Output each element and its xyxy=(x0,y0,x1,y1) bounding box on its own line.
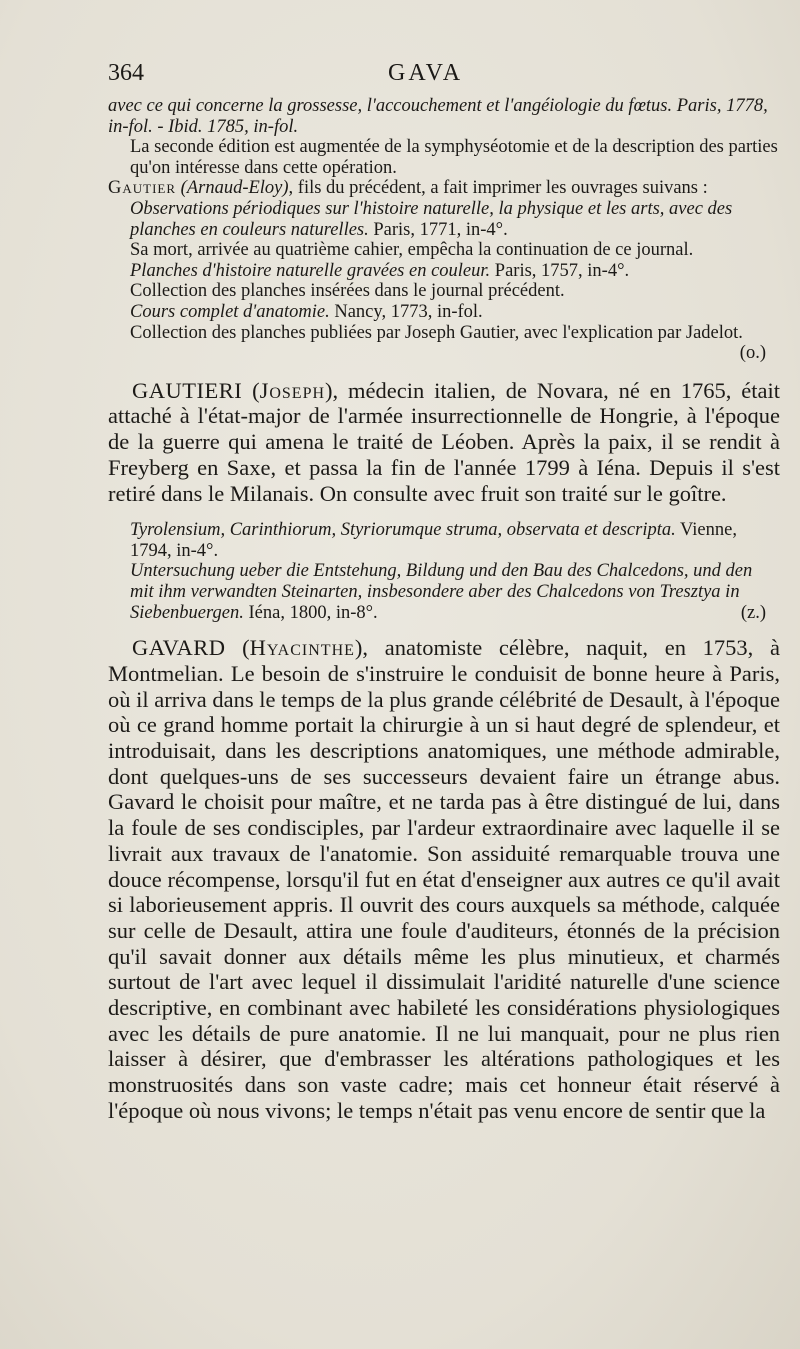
entry-surname: Gautier xyxy=(108,178,177,199)
work-item: Observations périodiques sur l'histoire naturelle, la physique et les arts, avec des planches en couleurs naturelles. Paris, 1771, in-4°. xyxy=(130,198,733,240)
entry-surname: GAUTIERI xyxy=(132,377,243,403)
author-signature: (z.) xyxy=(740,602,766,623)
work-item: Tyrolensium, Carinthiorum, Styriorumque struma, observata et descripta. Vienne, 1794, in-4°. xyxy=(130,520,737,561)
work-item: Untersuchung ueber die Entstehung, Bildung und den Bau des Chalcedons, und den mit ihm verwandten Steinarten, insbesondere aber des Chalcedons von Tresztya in Siebenbuergen. Iéna, 1800, in-8°. (z.) xyxy=(108,561,780,623)
work-note: Collection des planches publiées par Joseph Gautier, avec l'explication par Jadelot. (o.) xyxy=(108,323,780,344)
work-note: Sa mort, arrivée au quatrième cahier, empêcha la continuation de ce journal. xyxy=(130,240,694,261)
gautieri-works xyxy=(108,520,780,623)
note-line: avec ce qui concerne la grossesse, l'accouchement et l'angéiologie du fœtus. Paris, 1778, in-fol. - Ibid. 1785, in-fol. xyxy=(108,96,768,137)
author-signature: (o.) xyxy=(739,343,766,364)
entry-gavard: GAVARD (Hyacinthe), anatomiste célèbre, naquit, en 1753, à Montmelian. Le besoin de s'instruire le conduisit de bonne heure à Paris, où il arriva dans le temps de la plus grande célébrité de Desault, à l'époque où ce grand homme portait la chirurgie à un si haut degré de splendeur, et introduisait, dans les descriptions anatomiques, une méthode admirable, dont quelques-uns de ses successeurs devaient faire un étrange abus. Gavard le choisit pour maître, et ne tarda pas à être distingué de lui, dans la foule de ses condisciples, par l'ardeur extraordinaire avec laquelle il se livrait aux travaux de l'anatomie. Son assiduité remarquable trouva une douce récompense, lorsqu'il fut en état d'enseigner aux autres ce qu'il avait si laborieusement appris. Il ouvrit des cours auxquels sa méthode, calquée sur celle de Desault, attira une foule d'auditeurs, étonnés de la précision qu'il savait donner aux détails même les plus minutieux, et charmés surtout de l'art avec lequel il dissimulait l'aridité naturelle d'une science descriptive, en combinant avec habileté les considérations physiologiques avec les détails de pure anatomie. Il ne lui manquait, pour ne plus rien laisser à désirer, que d'embrasser les altérations pathologiques et les monstruosités dans son vaste cadre; mais cet honneur était réservé à l'époque où nous vivons; le temps n'était pas venu encore de sentir que la xyxy=(108,635,780,1123)
page-number: 364 xyxy=(108,60,144,86)
note-line: La seconde édition est augmentée de la symphyséotomie et de la description des parties qu'on intéresse dans cette opération. xyxy=(130,137,778,178)
entry-gautier-arnaud xyxy=(108,178,780,199)
entry-text: , fils du précédent, a fait imprimer les ouvrages suivans : xyxy=(288,178,708,199)
work-item: Cours complet d'anatomie. Nancy, 1773, in-fol. xyxy=(130,301,483,322)
entry-gautieri: GAUTIERI (Joseph), médecin italien, de Novara, né en 1765, était attaché à l'état-major de l'armée insurrectionnelle de Hongrie, à l'époque de la guerre qui amena le traité de Léoben. Après la paix, il se rendit à Freyberg en Saxe, et passa la fin de l'année 1799 à Iéna. Depuis il s'est retiré dans le Milanais. On consulte avec fruit son traité sur le goître. xyxy=(108,377,780,506)
entry-forename: Joseph xyxy=(259,377,326,403)
running-head xyxy=(108,60,780,96)
entry-forename: Hyacinthe xyxy=(249,635,355,661)
entry-text: ), médecin italien, de Novara, né en 1765, était attaché à l'état-major de l'armée insurrectionnelle de Hongrie, à l'époque de la guerre qui amena le traité de Léoben. Après la paix, il se rendit à Freyberg en Saxe, et passa la fin de l'année 1799 à Iéna. Depuis il s'est retiré dans le Milanais. On consulte avec fruit son traité sur le goître. xyxy=(108,377,780,506)
entry-forename: (Arnaud-Eloy) xyxy=(180,178,289,199)
running-title: GAVA xyxy=(388,60,464,86)
entry-surname: GAVARD xyxy=(132,635,226,661)
work-note: Collection des planches insérées dans le journal précédent. xyxy=(130,281,565,302)
entry-text: ), anatomiste célèbre, naquit, en 1753, à Montmelian. Le besoin de s'instruire le conduisit de bonne heure à Paris, où il arriva dans le temps de la plus grande célébrité de Desault, à l'époque où ce grand homme portait la chirurgie à un si haut degré de splendeur, et introduisait, dans les descriptions anatomiques, une méthode admirable, dont quelques-uns de ses successeurs devaient faire un étrange abus. Gavard le choisit pour maître, et ne tarda pas à être distingué de lui, dans la foule de ses condisciples, par l'ardeur extraordinaire avec laquelle il se livrait aux travaux de l'anatomie. Son assiduité remarquable trouva une douce récompense, lorsqu'il fut en état d'enseigner aux autres ce qu'il avait si laborieusement appris. Il ouvrit des cours auxquels sa méthode, calquée sur celle de Desault, attira une foule d'auditeurs, étonnés de la précision qu'il savait donner aux détails même les plus minutieux, et charmés surtout de l'art avec lequel il dissimulait l'aridité naturelle d'une science descriptive, en combinant avec habileté les considérations physiologiques avec les détails de pure anatomie. Il ne lui manquait, pour ne plus rien laisser à désirer, que d'embrasser les altérations pathologiques et les monstruosités dans son vaste cadre; mais cet honneur était réservé à l'époque où nous vivons; le temps n'était pas venu encore de sentir que la xyxy=(108,635,780,1123)
work-item: Planches d'histoire naturelle gravées en couleur. Paris, 1757, in-4°. xyxy=(130,260,630,281)
gautier-entry-notes xyxy=(108,96,780,364)
